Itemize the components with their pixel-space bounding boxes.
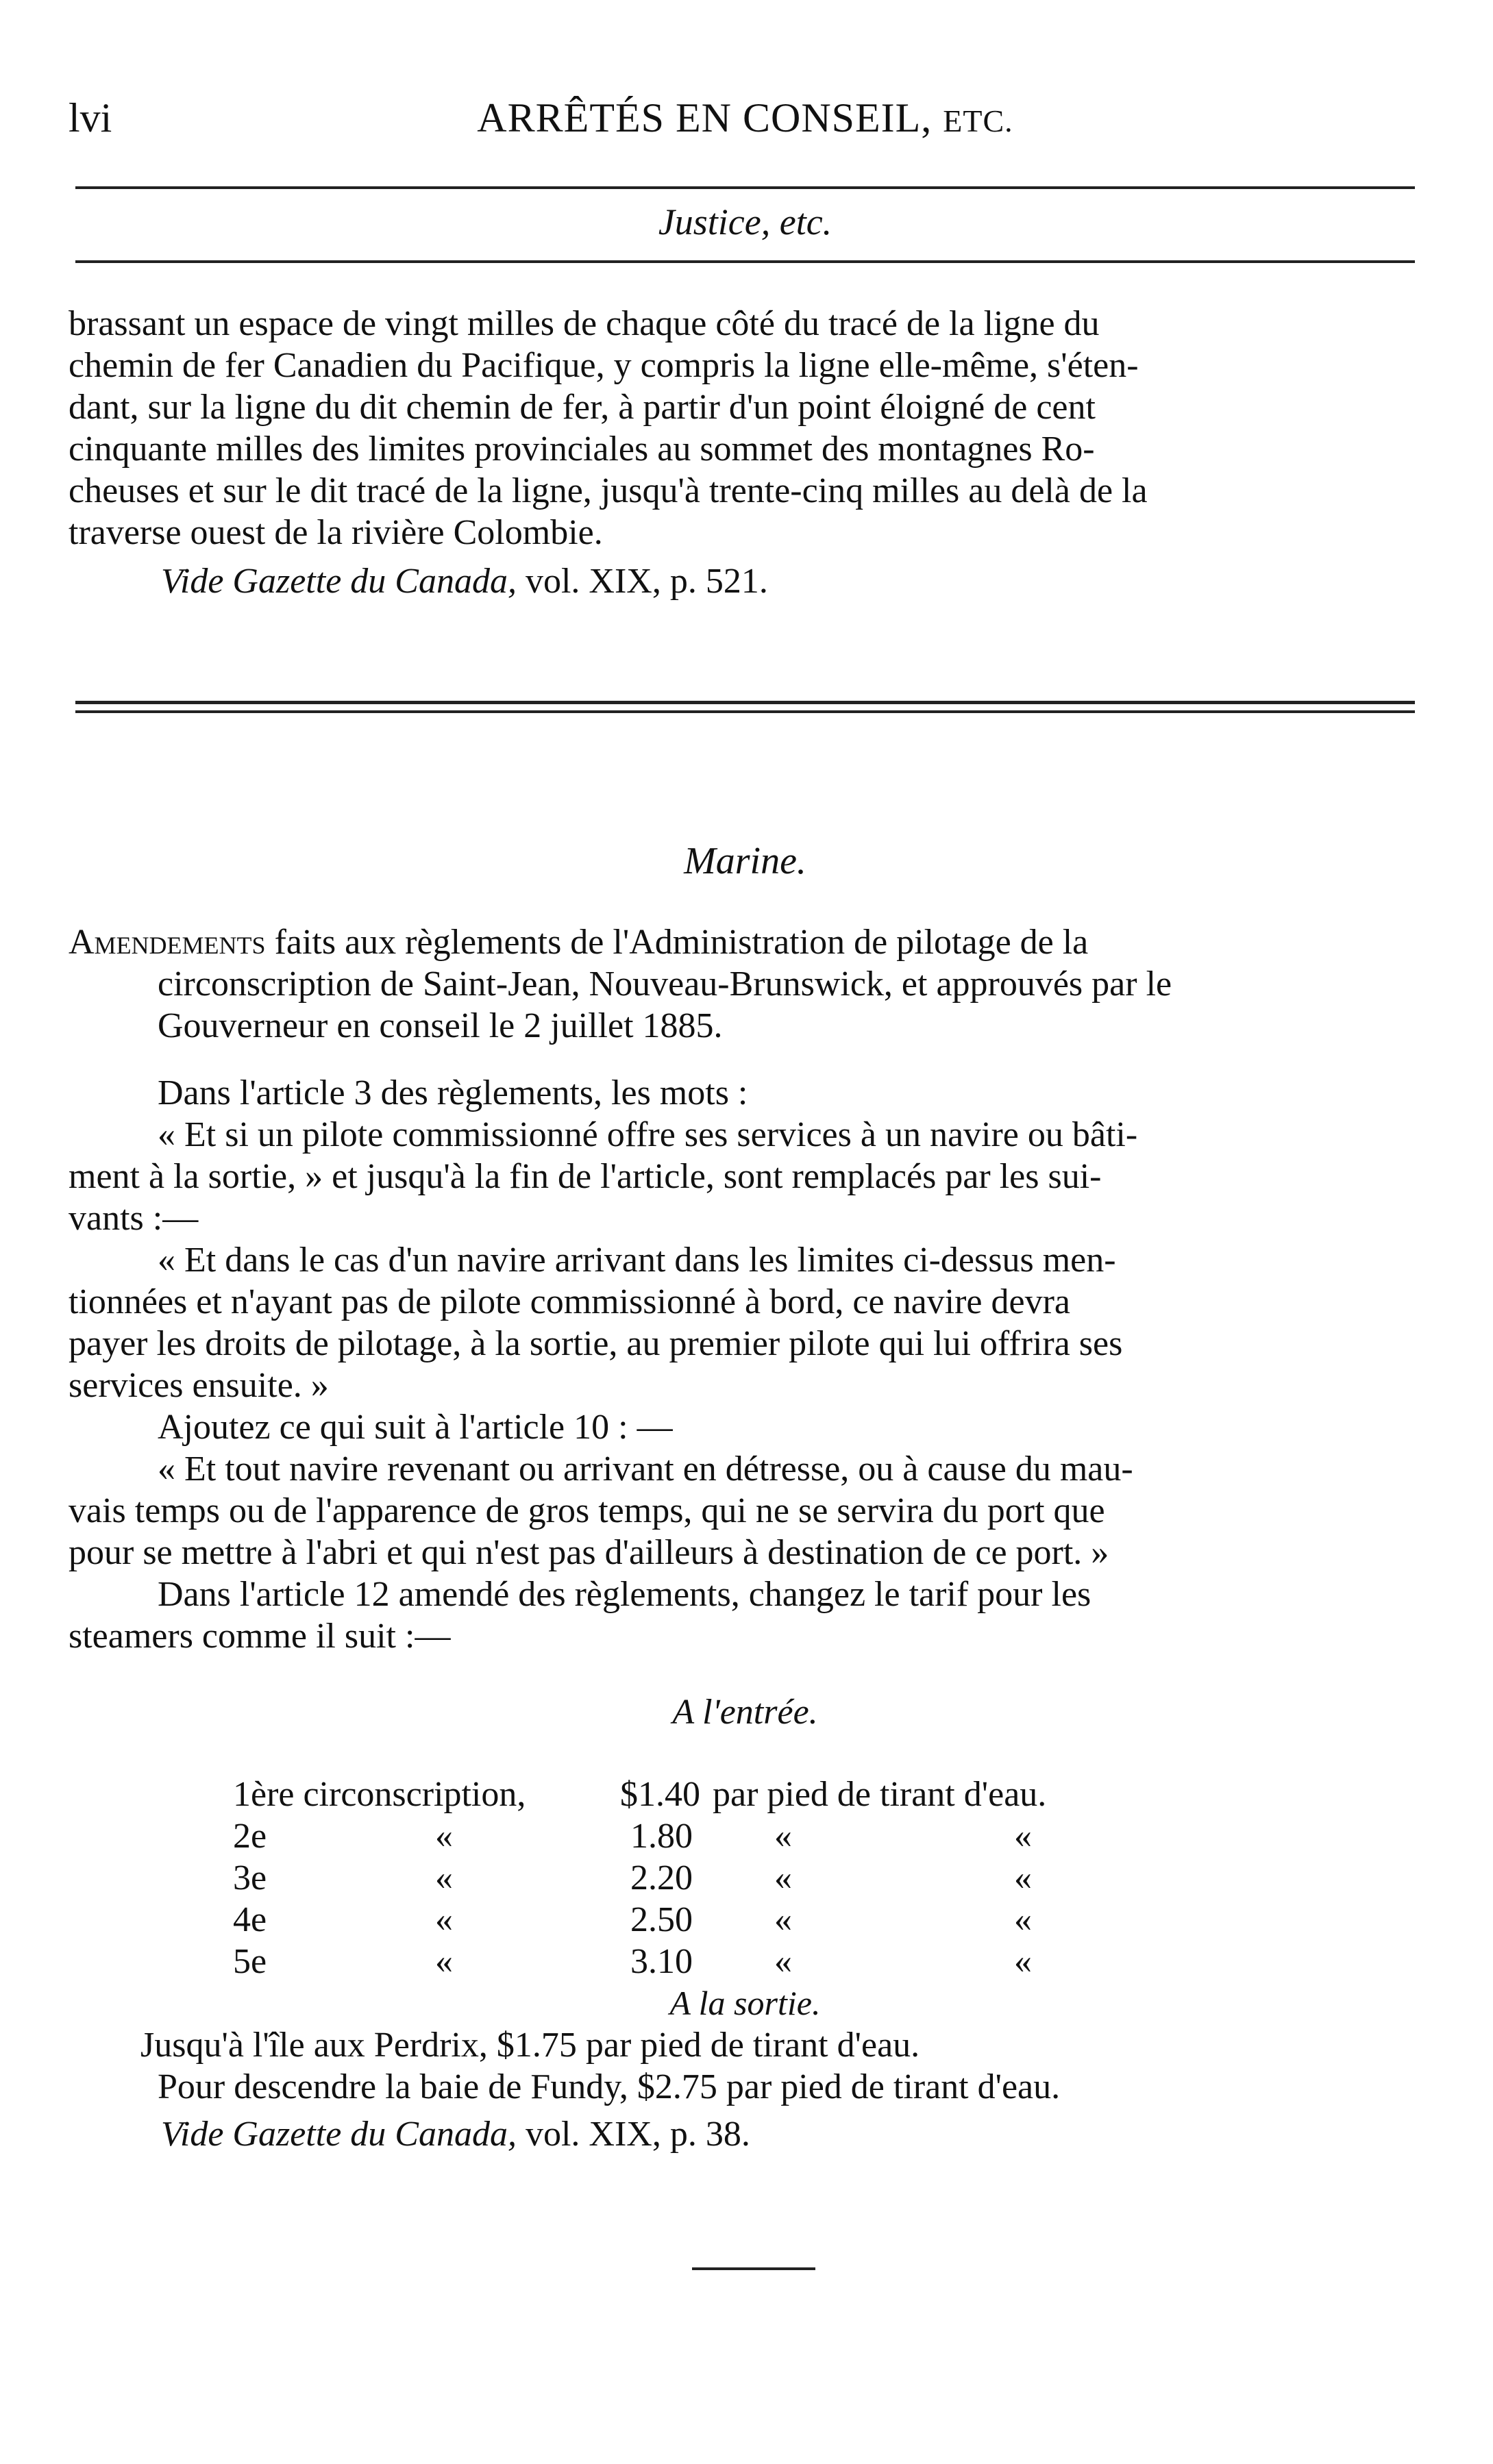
section-divider-top: [75, 701, 1415, 704]
intro-first-line: [69, 921, 1422, 963]
vide-citation: [69, 560, 1422, 602]
text-line: Pour descendre la baie de Fundy, $2.75 par pied de tirant d'eau.: [158, 2067, 1061, 2106]
text-line: vants :—: [69, 1199, 199, 1238]
vide-citation: [69, 2113, 1422, 2155]
ditto-mark: «: [1014, 1817, 1032, 1856]
ditto-mark: «: [435, 1900, 453, 1939]
intro-lead-word: Amendements: [69, 923, 266, 962]
page-header-title: [69, 95, 1422, 142]
exit-rates: [69, 2024, 1422, 2155]
text-line: Dans l'article 12 amendé des règlements, changez le tarif pour les: [158, 1575, 1091, 1614]
circonscription: 3e: [233, 1858, 267, 1897]
ditto-mark: «: [435, 1817, 453, 1856]
circonscription: 4e: [233, 1900, 267, 1939]
text-line: Gouverneur en conseil le 2 juillet 1885.: [158, 1006, 723, 1045]
ditto-mark: «: [774, 1942, 792, 1981]
tariff-row: [233, 1900, 1261, 1941]
tariff-table: [233, 1774, 1261, 1983]
ditto-mark: «: [774, 1900, 792, 1939]
tariff-row: [233, 1858, 1261, 1900]
circonscription: 5e: [233, 1942, 267, 1981]
ditto-mark: «: [435, 1942, 453, 1981]
text-line: « Et dans le cas d'un navire arrivant dans les limites ci-dessus men-: [158, 1241, 1116, 1280]
marine-amendments-body: [69, 1072, 1422, 1657]
ditto-mark: «: [1014, 1858, 1032, 1897]
text-line: steamers comme il suit :—: [69, 1617, 451, 1656]
section-subtitle-marine: Marine.: [684, 840, 806, 882]
justice-paragraph: [69, 303, 1422, 602]
text-line: Dans l'article 3 des règlements, les mots :: [158, 1073, 748, 1112]
text-line: chemin de fer Canadien du Pacifique, y compris la ligne elle-même, s'éten-: [69, 346, 1139, 385]
text-line: circonscription de Saint-Jean, Nouveau-Brunswick, et approuvés par le: [158, 965, 1172, 1004]
ditto-mark: «: [1014, 1900, 1032, 1939]
vide-source: Vide Gazette du Canada,: [161, 2115, 517, 2154]
text-line: traverse ouest de la rivière Colombie.: [69, 513, 603, 552]
text-line: cinquante milles des limites provinciales au sommet des montagnes Ro-: [69, 430, 1095, 469]
rate: 2.50: [630, 1900, 693, 1939]
rate: $1.40: [620, 1775, 700, 1814]
ditto-mark: «: [435, 1858, 453, 1897]
text-line: vais temps ou de l'apparence de gros temps, qui ne se servira du port que: [69, 1491, 1105, 1530]
ditto-mark: «: [774, 1858, 792, 1897]
circonscription: 2e: [233, 1817, 267, 1856]
text-line: tionnées et n'ayant pas de pilote commissionné à bord, ce navire devra: [69, 1282, 1070, 1321]
text-line: « Et tout navire revenant ou arrivant en détresse, ou à cause du mau-: [158, 1449, 1133, 1489]
ditto-mark: «: [774, 1817, 792, 1856]
text-line: dant, sur la ligne du dit chemin de fer, à partir d'un point éloigné de cent: [69, 388, 1096, 427]
text-line: cheuses et sur le dit tracé de la ligne, jusqu'à trente-cinq milles au delà de la: [69, 471, 1148, 510]
exit-subtitle: A la sortie.: [669, 1984, 821, 2022]
text-line: faits aux règlements de l'Administration de pilotage de la: [274, 923, 1089, 962]
header-title-main: ARRÊTÉS EN CONSEIL,: [477, 95, 933, 140]
tariff-row: [233, 1941, 1261, 1983]
unit: par pied de tirant d'eau.: [713, 1775, 1047, 1814]
text-line: « Et si un pilote commissionné offre ses services à un navire ou bâti-: [158, 1115, 1138, 1154]
rate: 1.80: [630, 1817, 693, 1856]
text-line: ment à la sortie, » et jusqu'à la fin de l'article, sont remplacés par les sui-: [69, 1157, 1102, 1196]
header-title-etc: ETC.: [943, 103, 1013, 138]
text-line: services ensuite. »: [69, 1366, 329, 1405]
tariff-row: [233, 1816, 1261, 1858]
circonscription: 1ère circonscription,: [233, 1775, 526, 1814]
vide-reference: vol. XIX, p. 38.: [525, 2115, 750, 2154]
ditto-mark: «: [1014, 1942, 1032, 1981]
section-divider-bottom: [75, 710, 1415, 713]
rate: 3.10: [630, 1942, 693, 1981]
subtitle-rule: [75, 260, 1415, 263]
closing-rule: [692, 2267, 815, 2270]
text-line: payer les droits de pilotage, à la sortie, au premier pilote qui lui offrira ses: [69, 1324, 1123, 1363]
vide-source: Vide Gazette du Canada,: [161, 562, 517, 601]
marine-intro: [69, 921, 1422, 1047]
text-line: pour se mettre à l'abri et qui n'est pas d'ailleurs à destination de ce port. »: [69, 1533, 1109, 1572]
text-line: Jusqu'à l'île aux Perdrix, $1.75 par pied de tirant d'eau.: [140, 2026, 920, 2065]
entry-subtitle: A l'entrée.: [672, 1693, 818, 1732]
vide-reference: vol. XIX, p. 521.: [525, 562, 768, 601]
text-line: brassant un espace de vingt milles de chaque côté du tracé de la ligne du: [69, 304, 1100, 343]
header-rule: [75, 186, 1415, 189]
section-subtitle-justice: Justice, etc.: [658, 201, 832, 242]
rate: 2.20: [630, 1858, 693, 1897]
running-header: [69, 89, 1422, 151]
tariff-row: [233, 1774, 1261, 1816]
text-line: Ajoutez ce qui suit à l'article 10 : —: [158, 1408, 673, 1447]
page-number: lvi: [69, 95, 112, 140]
